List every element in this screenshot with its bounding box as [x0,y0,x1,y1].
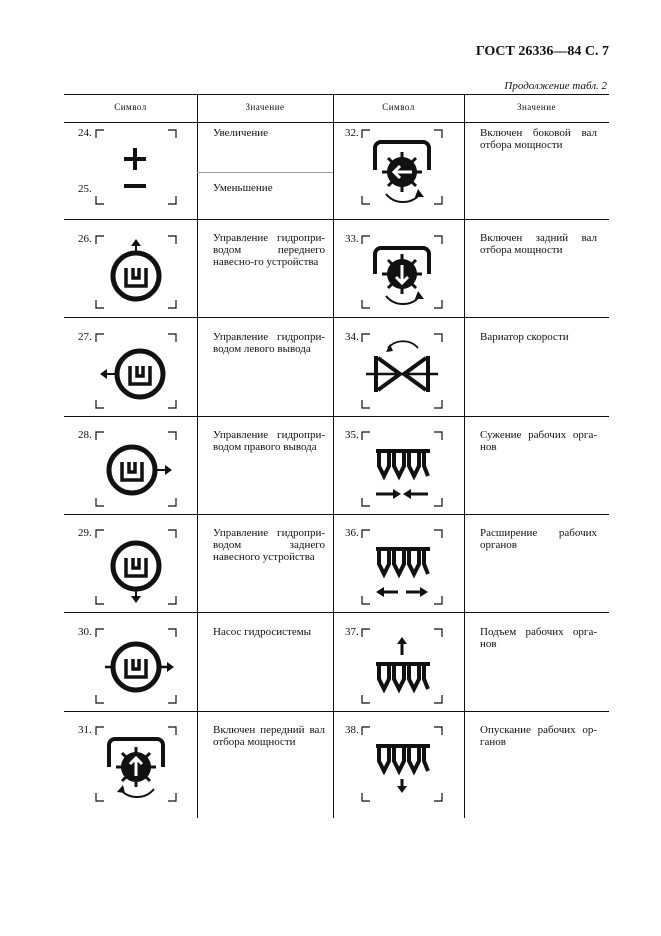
hydraulic-rear-hitch-icon [96,530,176,608]
symbol-number: 25. [78,183,92,195]
meaning-text: Управление гидропри-водом переднего навесно-го устройства [213,232,325,268]
symbol-number: 38. [345,724,359,736]
column-divider [197,94,198,818]
meaning-text: Управление гидропри-водом правого вывода [213,429,325,453]
hydraulic-right-outlet-icon [96,432,176,510]
meaning-text: Уменьшение [213,182,273,194]
symbol-number: 37. [345,626,359,638]
symbol-number: 33. [345,233,359,245]
symbol-number: 35. [345,429,359,441]
page-reference: ГОСТ 26336—84 С. 7 [475,44,609,59]
rear-pto-icon [362,236,442,312]
symbol-number: 27. [78,331,92,343]
symbol-number: 36. [345,527,359,539]
header-meaning-right: Значение [516,102,557,112]
row-divider [64,219,609,220]
row-divider [64,612,609,613]
table-header-border [64,122,609,123]
meaning-text: Опускание рабочих ор-ганов [480,724,597,748]
lower-working-parts-icon [362,727,442,805]
symbol-number: 32. [345,127,359,139]
cell-divider [197,172,333,173]
meaning-text: Включен боковой вал отбора мощности [480,127,597,151]
side-pto-icon [362,130,442,210]
column-divider [464,94,465,818]
meaning-text: Вариатор скорости [480,331,569,343]
header-symbol-right: Символ [382,102,415,112]
narrowing-working-parts-icon [362,432,442,510]
row-divider [64,711,609,712]
symbol-number: 30. [78,626,92,638]
front-pto-icon [96,727,176,805]
plus-minus-symbols [96,130,176,210]
meaning-text: Подъем рабочих орга-нов [480,626,597,650]
widening-working-parts-icon [362,530,442,608]
hydraulic-pump-icon [96,629,176,707]
symbol-number: 24. [78,127,92,139]
speed-variator-icon [362,334,442,412]
meaning-text: Включен задний вал отбора мощности [480,232,597,256]
symbol-number: 26. [78,233,92,245]
plus-icon [124,148,146,170]
meaning-text: Увеличение [213,127,269,139]
hydraulic-left-outlet-icon [96,334,176,412]
header-meaning-left: Значение [245,102,285,112]
hydraulic-front-hitch-icon [96,236,176,312]
table-top-border [64,94,609,95]
minus-icon [124,184,146,188]
meaning-text: Управление гидропри-водом левого вывода [213,331,325,355]
row-divider [64,514,609,515]
symbol-number: 34. [345,331,359,343]
meaning-text: Включен передний вал отбора мощности [213,724,325,748]
header-symbol-left: Символ [114,102,147,112]
symbol-number: 28. [78,429,92,441]
meaning-text: Расширение рабочих органов [480,527,597,551]
symbol-number: 31. [78,724,92,736]
column-divider [333,94,334,818]
meaning-text: Насос гидросистемы [213,626,312,638]
symbol-number: 29. [78,527,92,539]
table-continuation: Продолжение табл. 2 [504,80,607,92]
meaning-text: Сужение рабочих орга-нов [480,429,597,453]
meaning-text: Управление гидропри-водом заднего навесного устройства [213,527,325,563]
row-divider [64,416,609,417]
raise-working-parts-icon [362,629,442,707]
row-divider [64,317,609,318]
